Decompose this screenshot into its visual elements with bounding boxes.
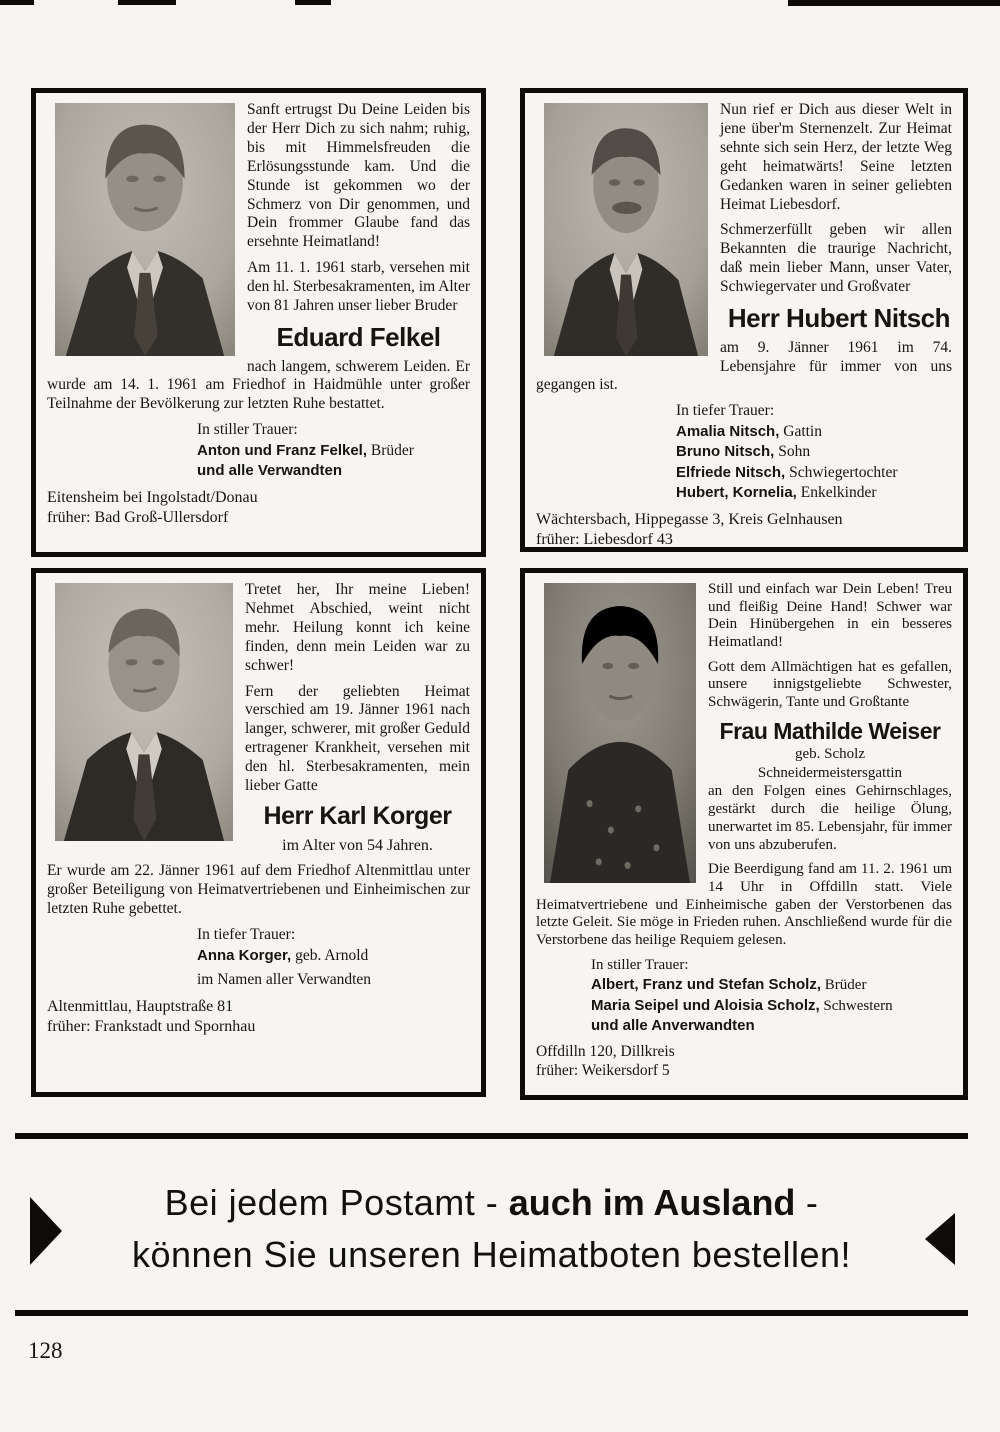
mourning-block: [197, 421, 470, 481]
verse-text: Sanft ertrugst Du Deine Leiden bis der Herr Dich zu sich nahm; ruhig, bis mit Himmelsfreuden die Erlösungsstunde kam. Und die Stunde ist gekommen wo der Schmerz von Dir genommen, und Dein frommer Glaube fand das ersehnte Heimatland!: [247, 101, 470, 251]
scan-artifact: [118, 0, 176, 5]
banner-text: [15, 1177, 968, 1281]
obituary-notice-weiser: [520, 568, 968, 1100]
arrow-left-icon: [925, 1213, 955, 1265]
former-home-line: früher: Weikersdorf 5: [536, 1062, 670, 1080]
address-line: Offdilln 120, Dillkreis: [536, 1042, 675, 1060]
burial-text: Er wurde am 22. Jänner 1961 auf dem Friedhof Altenmittlau unter großer Beteiligung von Heimatvertriebenen und Einheimischen zur letzten Ruhe gebettet.: [47, 861, 470, 917]
banner-line1-regular: Bei jedem Postamt -: [164, 1182, 509, 1223]
mourner-line: [676, 463, 952, 483]
mourner-name: Hubert, Kornelia,: [676, 483, 797, 501]
burial-text: Die Beerdigung fand am 11. 2. 1961 um 14 Uhr in Offdilln statt. Viele Heimatvertriebene und Einheimische gaben der Verstorbenen das letzte Geleit. Sie möge in Frieden ruhen. Anschließend wurde für die Verstorbene das heilige Requiem gelesen.: [536, 861, 952, 948]
mourner-line: [197, 946, 470, 966]
mourner-line: [676, 422, 952, 442]
cause-of-death-text: an den Folgen eines Gehirnschlages, gestärkt durch die heilige Ölung, unerwartet im 85. Lebensjahr, für immer von uns abzuberufen.: [708, 783, 952, 853]
verse-text: Still und einfach war Dein Leben! Treu und fleißig Deine Hand! Schwer war Dein Hinübergehen in ein besseres Heimatland!: [708, 581, 952, 651]
mourner-name: Anton und Franz Felkel,: [197, 442, 368, 460]
address-block: [536, 1042, 952, 1081]
announcement-text: Schmerzerfüllt geben wir allen Bekannten die traurige Nachricht, daß mein lieber Mann, unser Vater, Schwiegervater und Großvater: [720, 221, 952, 296]
mourner-name: Anna Korger,: [197, 946, 292, 964]
address-line: Wächtersbach, Hippegasse 3, Kreis Gelnhausen: [536, 510, 843, 528]
mourning-label: In tiefer Trauer:: [197, 925, 296, 943]
banner-line1-bold: auch im Ausland: [508, 1182, 796, 1223]
mourning-block: [676, 402, 952, 502]
mourner-name: Amalia Nitsch,: [676, 423, 780, 441]
subscription-banner: [15, 1133, 968, 1316]
mourner-line: [591, 996, 952, 1017]
maiden-name-line: geb. Scholz: [795, 746, 865, 763]
mourner-name: Albert, Franz und Stefan Scholz,: [591, 976, 822, 994]
banner-line1-suffix: -: [795, 1182, 819, 1223]
mourner-relation: Brüder: [367, 442, 414, 460]
deceased-name: Frau Mathilde Weiser: [719, 717, 941, 744]
former-home-line: früher: Frankstadt und Spornhau: [47, 1017, 256, 1035]
mourning-label: In tiefer Trauer:: [676, 402, 775, 420]
burial-text: nach langem, schwerem Leiden. Er wurde am 14. 1. 1961 am Friedhof in Haidmühle unter großer Teilnahme der Bevölkerung zur letzten Ruhe bestattet.: [47, 357, 470, 413]
mourner-name: Bruno Nitsch,: [676, 443, 775, 461]
mourner-name: und alle Verwandten: [197, 462, 343, 480]
age-line: im Alter von 54 Jahren.: [282, 837, 433, 855]
obituary-notice-felkel: [31, 88, 486, 557]
scan-artifact: [0, 0, 34, 5]
mourner-line: [591, 975, 952, 996]
mourner-relation: Schwestern: [819, 997, 893, 1014]
mourner-relation: Brüder: [821, 977, 867, 994]
address-block: [47, 488, 470, 528]
deceased-name: Eduard Felkel: [276, 321, 441, 352]
mourner-line: [197, 441, 470, 461]
address-line: Altenmittlau, Hauptstraße 81: [47, 997, 234, 1015]
obituary-notice-korger: [31, 568, 486, 1097]
mourner-relation: im Namen aller Verwandten: [197, 970, 372, 988]
portrait-photo: [544, 103, 708, 356]
mourner-line: [676, 483, 952, 503]
mourning-block: [197, 926, 470, 990]
mourner-line: [197, 970, 470, 990]
mourning-label: In stiller Trauer:: [197, 421, 298, 439]
mourner-relation: Sohn: [774, 443, 811, 461]
mourner-relation: Enkelkinder: [796, 483, 877, 501]
mourner-relation: Gattin: [779, 423, 822, 441]
deceased-name: Herr Karl Korger: [263, 801, 452, 830]
mourning-label: In stiller Trauer:: [591, 956, 689, 973]
former-home-line: früher: Bad Groß-Ullersdorf: [47, 509, 229, 527]
mourner-name: Maria Seipel und Aloisia Scholz,: [591, 996, 820, 1014]
portrait-photo: [55, 103, 235, 356]
verse-text: Nun rief er Dich aus dieser Welt in jene über'm Sternenzelt. Zur Heimat sehnte sich sein Herz, der letzte Weg geht heimatwärts! Seine letzten Gedanken waren in seiner geliebten Heimat Liebesdorf.: [720, 101, 952, 213]
page-number: 128: [28, 1338, 63, 1363]
announcement-text: Fern der geliebten Heimat verschied am 19. Jänner 1961 nach langer, schwerer, mit großer Geduld ertragener Krankheit, versehen mit den hl. Sterbesakramenten, mein lieber Gatte: [245, 682, 470, 795]
obituary-notice-nitsch: [520, 88, 968, 552]
scan-artifact: [788, 0, 1000, 6]
verse-text: Tretet her, Ihr meine Lieben! Nehmet Abschied, weint nicht mehr. Heilung konnt ich keine finden, denn mein Leiden war zu schwer!: [245, 581, 470, 674]
occupation-line: Schneidermeistersgattin: [757, 764, 903, 781]
banner-line-1: [15, 1177, 968, 1229]
mourner-name: Elfriede Nitsch,: [676, 463, 786, 481]
former-home-line: früher: Liebesdorf 43: [536, 530, 673, 548]
banner-line-2: können Sie unseren Heimatboten bestellen!: [132, 1234, 851, 1275]
portrait-photo: [544, 583, 696, 883]
mourner-line: [676, 442, 952, 462]
address-line: Eitensheim bei Ingolstadt/Donau: [47, 489, 258, 507]
address-block: [47, 997, 470, 1037]
announcement-text: Gott dem Allmächtigen hat es gefallen, unsere innigstgeliebte Schwester, Schwägerin, Tante und Großtante: [708, 658, 952, 711]
scan-artifact: [295, 0, 331, 5]
mourner-relation: geb. Arnold: [291, 946, 369, 964]
mourner-line: [591, 1016, 952, 1037]
address-block: [536, 510, 952, 550]
mourner-name: und alle Anverwandten: [591, 1017, 755, 1035]
portrait-photo: [55, 583, 233, 841]
mourner-relation: Schwiegertochter: [785, 463, 898, 481]
announcement-text: Am 11. 1. 1961 starb, versehen mit den hl. Sterbesakramenten, im Alter von 81 Jahren unser lieber Bruder: [247, 259, 470, 315]
deceased-name: Herr Hubert Nitsch: [727, 303, 950, 334]
mourner-line: [197, 461, 470, 481]
burial-text: am 9. Jänner 1961 im 74. Lebensjahre für immer von uns gegangen ist.: [536, 338, 952, 394]
mourning-block: [591, 957, 952, 1037]
